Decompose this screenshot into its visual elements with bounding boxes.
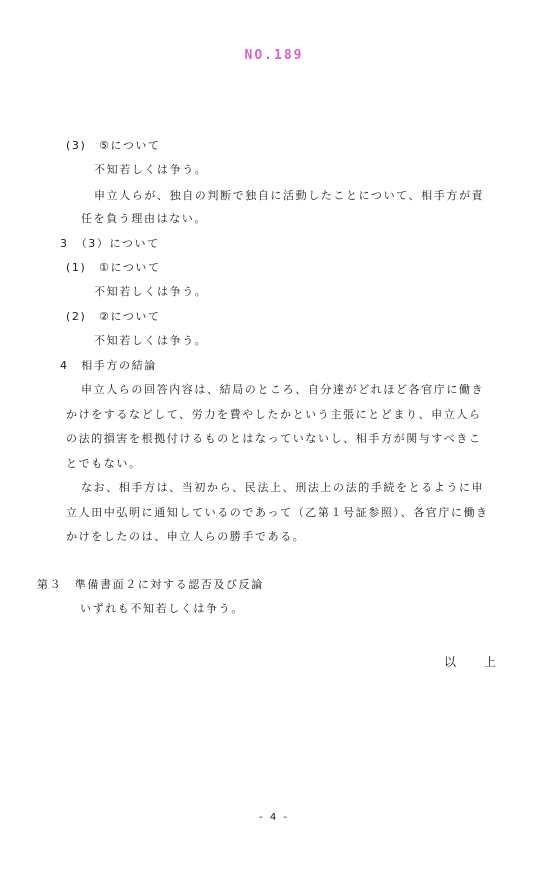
text-line: 任を負う理由はない。 (81, 212, 207, 225)
text-line: (3) ⑤について (66, 139, 161, 152)
text-line: (1) ①について (66, 261, 161, 274)
text-line: かけをしたのは、申立人らの勝手である。 (66, 530, 306, 543)
closing-mark: 上 (484, 655, 497, 669)
page-stamp: NO.189 (244, 48, 304, 63)
closing-mark: 以 (444, 655, 457, 669)
text-line: 不知若しくは争う。 (94, 334, 208, 347)
section-heading: 第３ 準備書面２に対する認否及び反論 (37, 578, 264, 591)
text-line: 申立人らが、独自の判断で独自に活動したことについて、相手方が責 (94, 189, 485, 202)
text-line: なお、相手方は、当初から、民法上、刑法上の法的手続をとるように申 (81, 481, 485, 494)
text-line: 立人田中弘明に通知しているのであって（乙第１号証参照）、各官庁に働き (66, 506, 489, 519)
text-line: かけをするなどして、労力を費やしたかという主張にとどまり、申立人ら (66, 408, 482, 421)
text-line: 不知若しくは争う。 (94, 163, 208, 176)
page-number: - 4 - (259, 812, 289, 823)
text-line: の法的損害を根拠付けるものとはなっていないし、相手方が関与すべきこ (66, 432, 482, 445)
text-line: いずれも不知若しくは争う。 (80, 602, 244, 615)
text-line: とでもない。 (66, 457, 142, 470)
text-line: 不知若しくは争う。 (94, 285, 208, 298)
text-line: (2) ②について (66, 310, 161, 323)
text-line: 申立人らの回答内容は、結局のところ、自分達がどれほど各官庁に働き (81, 383, 485, 396)
section-heading: 3 （3）について (60, 237, 160, 250)
section-heading: 4 相手方の結論 (60, 359, 157, 372)
